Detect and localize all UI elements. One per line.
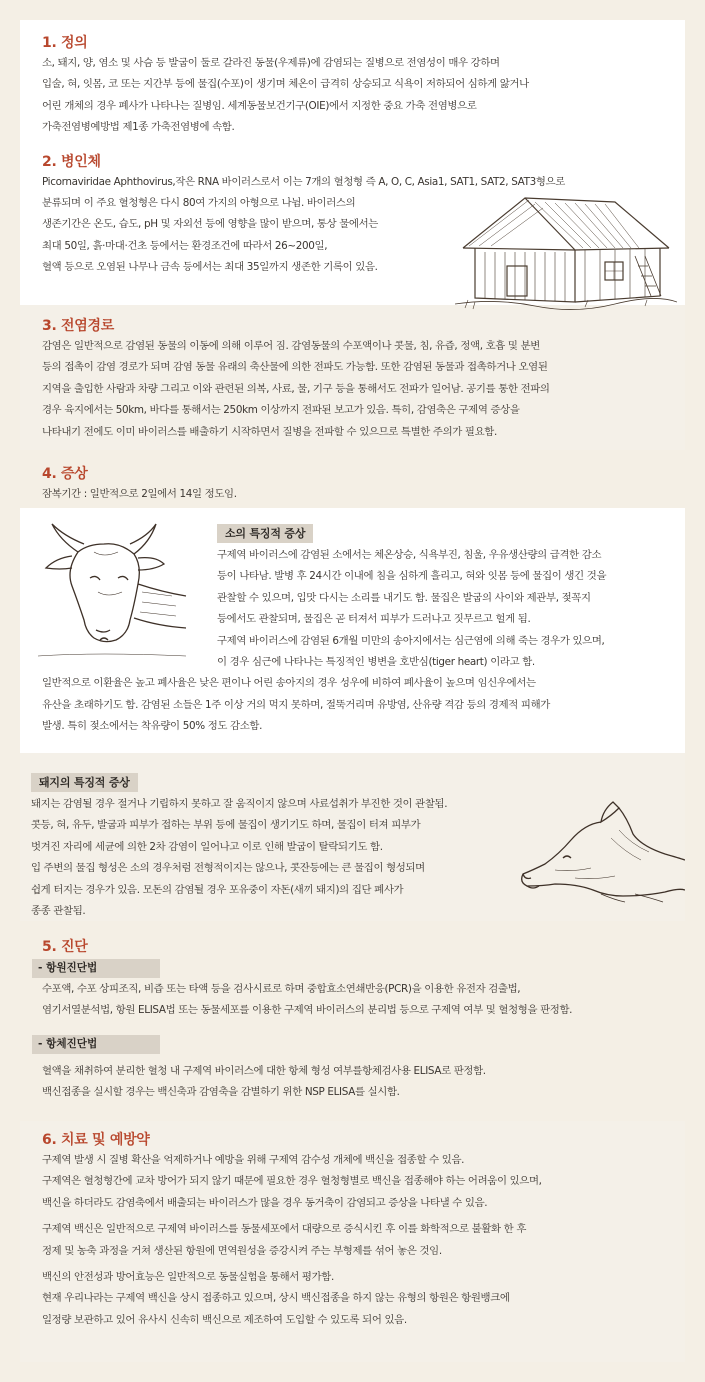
- text-line: Picornaviridae Aphthovirus,작은 RNA 바이러스로서 이는 7개의 혈청형 즉 A, O, C, Asia1, SAT1, SAT2, SAT3형으로: [42, 175, 565, 188]
- text-line: 수포액, 수포 상피조직, 비즙 또는 타액 등을 검사시료로 하며 중합효소연쇄반응(PCR)을 이용한 유전자 검출법,: [42, 983, 521, 995]
- text-line: 최대 50일, 흙·마대·건초 등에서는 환경조건에 따라서 26~200일,: [42, 239, 328, 252]
- antigen-test-label: - 항원진단법: [32, 959, 160, 978]
- text-line: 구제역 백신은 일반적으로 구제역 바이러스를 동물세포에서 대량으로 증식시킨 후 이를 화학적으로 불활화 한 후: [42, 1223, 527, 1236]
- incubation-text: 잠복기간 : 일반적으로 2일에서 14일 정도임.: [42, 488, 237, 500]
- text-line: 가축전염병예방법 제1종 가축전염병에 속함.: [42, 121, 235, 134]
- section-title-treatment: 6. 치료 및 예방약: [42, 1132, 150, 1148]
- section-treatment-panel: [20, 1121, 685, 1362]
- section-title-pathogen: 2. 병인체: [42, 153, 101, 170]
- text-line: 종종 관찰됨.: [31, 905, 86, 918]
- text-line: 발생. 특히 젖소에서는 착유량이 50% 정도 감소함.: [42, 720, 263, 733]
- text-line: 등에서도 관찰되며, 물집은 곧 터져서 피부가 드러나고 짓무르고 헐게 됨.: [217, 613, 531, 626]
- text-line: 감염은 일반적으로 감염된 동물의 이동에 의해 이루어 짐. 감염동물의 수포액이나 콧물, 침, 유즙, 정액, 호흡 및 분변: [42, 340, 540, 352]
- text-line: 관찰할 수 있으며, 입맛 다시는 소리를 내기도 함. 물집은 발굽의 사이와 제관부, 젖꼭지: [217, 591, 591, 604]
- pig-symptoms-label: 돼지의 특징적 증상: [31, 773, 138, 792]
- text-line: 어린 개체의 경우 폐사가 나타나는 질병임. 세계동물보건기구(OIE)에서 지정한 중요 가축 전염병으로: [42, 99, 477, 112]
- text-line: 백신을 하더라도 감염축에서 배출되는 바이러스가 많을 경우 동거축이 감염되고 증상을 나타낼 수 있음.: [42, 1196, 488, 1209]
- text-line: 정제 및 농축 과정을 거쳐 생산된 항원에 면역원성을 증강시켜 주는 부형제를 섞어 놓은 것임.: [42, 1244, 442, 1257]
- section-title-symptoms: 4. 증상: [42, 466, 88, 482]
- text-line: 돼지는 감염될 경우 절거나 기립하지 못하고 잘 움직이지 않으며 사료섭취가 부진한 것이 관찰됨.: [31, 798, 448, 810]
- cattle-symptoms-label: 소의 특징적 증상: [217, 524, 313, 543]
- text-line: 이 경우 심근에 나타나는 특징적인 병변을 호반심(tiger heart) 이라고 함.: [217, 656, 535, 669]
- antibody-test-label: - 항체진단법: [32, 1035, 160, 1054]
- section-symptoms-header: [20, 450, 685, 508]
- section-title-definition: 1. 정의: [42, 35, 88, 51]
- section-transmission-panel: [20, 305, 685, 450]
- text-line: 구제역 바이러스에 감염된 6개월 미만의 송아지에서는 심근염에 의해 죽는 경우가 있으며,: [217, 634, 605, 647]
- text-line: 나타내기 전에도 이미 바이러스를 배출하기 시작하면서 질병을 전파할 수 있으므로 특별한 주의가 필요함.: [42, 425, 497, 438]
- section-diagnosis-panel: [20, 921, 685, 1121]
- section-title-transmission: 3. 전염경로: [42, 318, 114, 334]
- text-line: 염기서열분석법, 항원 ELISA법 또는 동물세포를 이용한 구제역 바이러스의 분리법 등으로 구제역 여부 및 혈청형을 판정함.: [42, 1004, 573, 1017]
- cow-illustration: [38, 522, 188, 657]
- text-line: 콧등, 혀, 유두, 발굽과 피부가 접하는 부위 등에 물집이 생기기도 하며, 물집이 터져 피부가: [31, 819, 421, 832]
- text-line: 일반적으로 이환율은 높고 폐사율은 낮은 편이나 어린 송아지의 경우 성우에 비하여 폐사율이 높으며 임신우에서는: [42, 677, 536, 690]
- pig-illustration: [515, 794, 685, 904]
- text-line: 지역을 출입한 사람과 차량 그리고 이와 관련된 의복, 사료, 물, 기구 등을 통해서도 전파가 일어남. 공기를 통한 전파의: [42, 382, 550, 395]
- section-title-diagnosis: 5. 진단: [42, 939, 88, 955]
- text-line: 구제역 발생 시 질병 확산을 억제하거나 예방을 위해 구제역 감수성 개체에 백신을 접종할 수 있음.: [42, 1154, 465, 1166]
- text-line: 생존기간은 온도, 습도, pH 및 자외선 등에 영향을 많이 받으며, 통상 물에서는: [42, 218, 378, 231]
- text-line: 백신의 안전성과 방어효능은 일반적으로 동물실험을 통해서 평가함.: [42, 1271, 334, 1284]
- text-line: 혈액 등으로 오염된 나무나 금속 등에서는 최대 35일까지 생존한 기록이 있음.: [42, 261, 378, 274]
- text-line: 경우 육지에서는 50km, 바다를 통해서는 250km 이상까지 전파된 보고가 있음. 특히, 감염축은 구제역 증상을: [42, 404, 520, 417]
- text-line: 벗겨진 자리에 세균에 의한 2차 감염이 일어나고 이로 인해 발굽이 탈락되기도 함.: [31, 840, 383, 853]
- text-line: 백신접종을 실시할 경우는 백신축과 감염축을 감별하기 위한 NSP ELISA를 실시함.: [42, 1086, 400, 1099]
- text-line: 등의 접촉이 감염 경로가 되며 감염 동물 유래의 축산물에 의한 전파도 가능함. 또한 감염된 동물과 접촉하거나 오염된: [42, 361, 548, 374]
- text-line: 구제역은 혈청형간에 교차 방어가 되지 않기 때문에 필요한 경우 혈청형별로 백신을 접종해야 하는 어려움이 있으며,: [42, 1175, 542, 1188]
- text-line: 구제역 바이러스에 감염된 소에서는 체온상승, 식욕부진, 침울, 우유생산량의 급격한 감소: [217, 549, 602, 561]
- text-line: 혈액을 채취하여 분리한 혈청 내 구제역 바이러스에 대한 항체 형성 여부를항체검사용 ELISA로 판정함.: [42, 1064, 486, 1077]
- barn-illustration: [455, 188, 677, 316]
- text-line: 유산을 초래하기도 함. 감염된 소들은 1주 이상 거의 먹지 못하며, 절뚝거리며 유방염, 산유량 격감 등의 경제적 피해가: [42, 698, 550, 711]
- text-line: 등이 나타남. 발병 후 24시간 이내에 침을 심하게 흘리고, 혀와 잇몸 등에 물집이 생긴 것을: [217, 570, 607, 583]
- text-line: 분류되며 이 주요 혈청형은 다시 80여 가지의 아형으로 나뉨. 바이러스의: [42, 197, 356, 210]
- text-line: 소, 돼지, 양, 염소 및 사슴 등 발굽이 둘로 갈라진 동물(우제류)에 감염되는 질병으로 전염성이 매우 강하며: [42, 57, 500, 69]
- text-line: 일정량 보관하고 있어 유사시 신속히 백신으로 제조하여 도입할 수 있도록 되어 있음.: [42, 1313, 407, 1326]
- text-line: 현재 우리나라는 구제역 백신을 상시 접종하고 있으며, 상시 백신접종을 하지 않는 유형의 항원은 항원뱅크에: [42, 1292, 510, 1305]
- text-line: 입 주변의 물집 형성은 소의 경우처럼 전형적이지는 않으나, 콧잔등에는 큰 물집이 형성되며: [31, 862, 425, 875]
- text-line: 쉽게 터지는 경우가 있음. 모돈의 감염될 경우 포유중이 자돈(새끼 돼지)의 집단 폐사가: [31, 883, 404, 896]
- text-line: 입술, 혀, 잇몸, 코 또는 지간부 등에 물집(수포)이 생기며 체온이 급격히 상승되고 식욕이 저하되어 심하게 앓거나: [42, 78, 529, 91]
